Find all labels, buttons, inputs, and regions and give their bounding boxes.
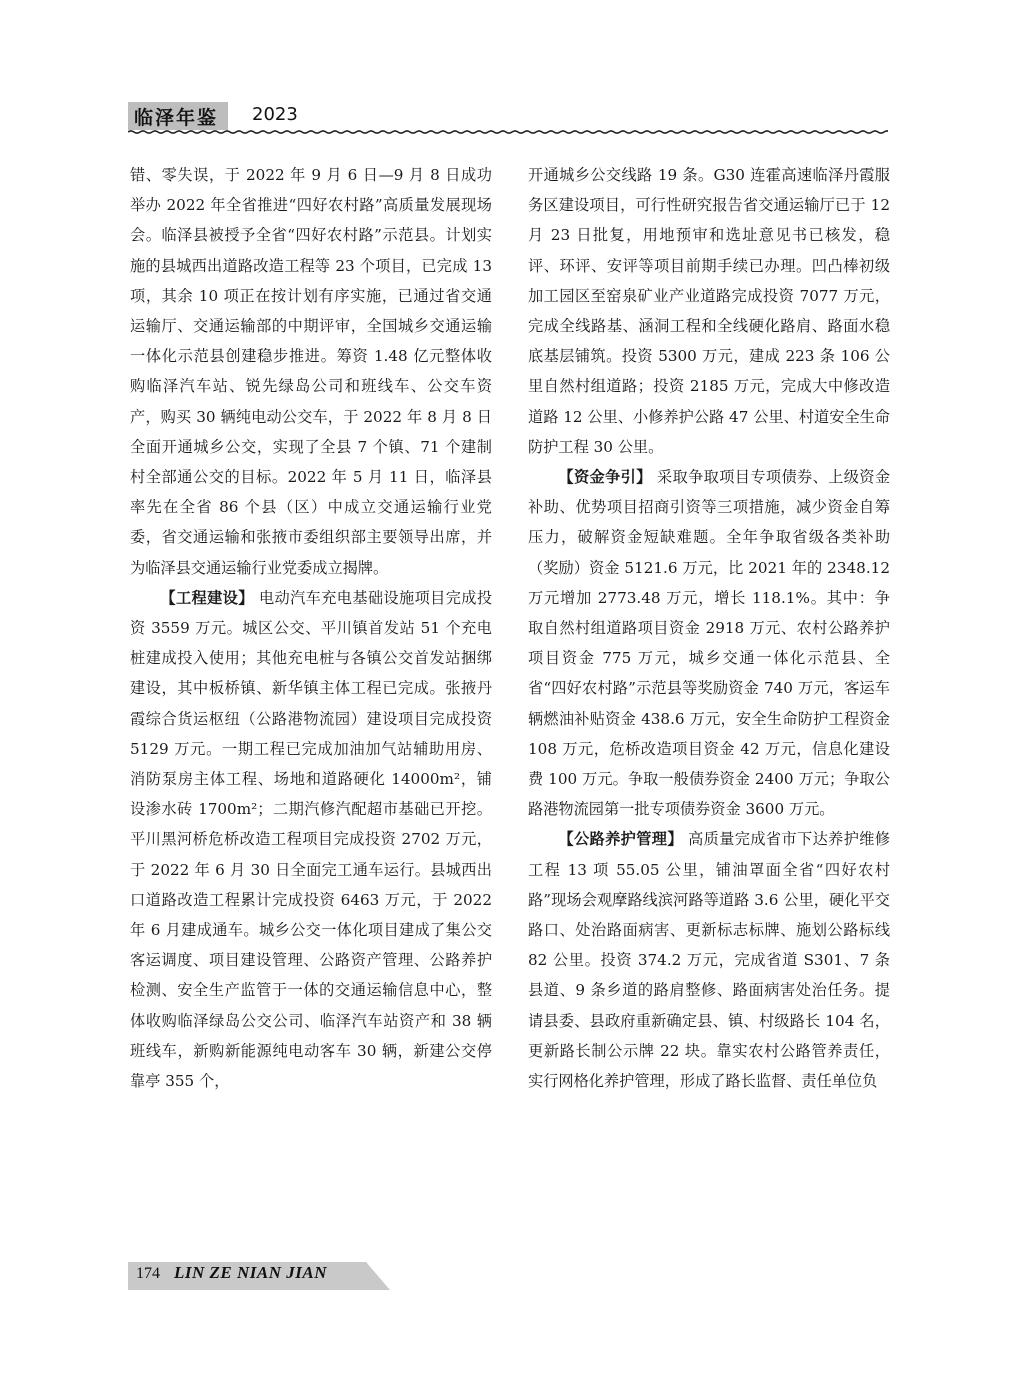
running-header	[128, 100, 888, 136]
paragraph-funding-body: 采取争取项目专项债券、上级资金补助、优势项目招商引资等三项措施，减少资金自筹压力，破解资金短缺难题。全年争取省级各类补助（奖励）资金 5121.6 万元，比 2021 年的 2348.12 万元增加 2773.48 万元，增长 118.1%。其中：争取自然村组道路项目资金 2918 万元、农村公路养护项目资金 775 万元，城乡交通一体化示范县、全省“四好农村路”示范县等奖励资金 740 万元，客运车辆燃油补贴资金 438.6 万元，安全生命防护工程资金 108 万元，危桥改造项目资金 42 万元，信息化建设费 100 万元。争取一般债券资金 2400 万元；争取公路港物流园第一批专项债券资金 3600 万元。	[528, 468, 891, 819]
left-column	[130, 160, 492, 1096]
right-column	[528, 160, 890, 1096]
page-number: 174	[136, 1265, 160, 1282]
yearbook-title: 临泽年鉴	[128, 102, 228, 130]
paragraph-engineering	[130, 583, 492, 1096]
paragraph-engineering-body: 电动汽车充电基础设施项目完成投资 3559 万元。城区公交、平川镇首发站 51 个充电桩建成投入使用；其他充电桩与各镇公交首发站捆绑建设，其中板桥镇、新华镇主体工程已完成。张掖丹霞综合货运枢纽（公路港物流园）建设项目完成投资 5129 万元。一期工程已完成加油加气站辅助用房、消防泵房主体工程、场地和道路硬化 14000m²，铺设渗水砖 1700m²；二期汽修汽配超市基础已开挖。平川黑河桥危桥改造工程项目完成投资 2702 万元，于 2022 年 6 月 30 日全面完工通车运行。县城西出口道路改造工程累计完成投资 6463 万元，于 2022 年 6 月建成通车。城乡公交一体化项目建成了集公交客运调度、项目建设管理、公路资产管理、公路养护检测、安全生产监管于一体的交通运输信息中心，整体收购临泽绿岛公交公司、临泽汽车站资产和 38 辆班线车，新购新能源纯电动客车 30 辆，新建公交停靠亭 355 个，	[130, 588, 493, 1091]
section-heading-maintenance: 【公路养护管理】	[558, 830, 683, 849]
footer-title: LIN ZE NIAN JIAN	[174, 1263, 327, 1282]
page-footer	[128, 1262, 398, 1290]
paragraph-continuation: 错、零失误，于 2022 年 9 月 6 日—9 月 8 日成功举办 2022 年全省推进“四好农村路”高质量发展现场会。临泽县被授予全省“四好农村路”示范县。计划实施的县城西出道路改造工程等 23 个项目，已完成 13 项，其余 10 项正在按计划有序实施，已通过省交通运输厅、交通运输部的中期评审，全国城乡交通运输一体化示范县创建稳步推进。筹资 1.48 亿元整体收购临泽汽车站、锐先绿岛公司和班线车、公交车资产，购买 30 辆纯电动公交车，于 2022 年 8 月 8 日全面开通城乡公交，实现了全县 7 个镇、71 个建制村全部通公交的目标。2022 年 5 月 11 日，临泽县率先在全省 86 个县（区）中成立交通运输行业党委，省交通运输和张掖市委组织部主要领导出席，并为临泽县交通运输行业党委成立揭牌。	[130, 166, 492, 577]
paragraph-funding	[528, 462, 890, 824]
yearbook-year: 2023	[252, 104, 298, 125]
paragraph-continuation-right: 开通城乡公交线路 19 条。G30 连霍高速临泽丹霞服务区建设项目，可行性研究报告省交通运输厅已于 12 月 23 日批复，用地预审和选址意见书已核发，稳评、环评、安评等项目前期手续已办理。凹凸棒初级加工园区至窑泉矿业产业道路完成投资 7077 万元，完成全线路基、涵洞工程和全线硬化路肩、路面水稳底基层铺筑。投资 5300 万元，建成 223 条 106 公里自然村组道路；投资 2185 万元，完成大中修改造道路 12 公里、小修养护公路 47 公里、村道安全生命防护工程 30 公里。	[528, 166, 890, 456]
section-heading-funding: 【资金争引】	[558, 468, 652, 487]
paragraph-maintenance-body: 高质量完成省市下达养护维修工程 13 项 55.05 公里，铺油罩面全省“四好农村路”现场会观摩路线滨河路等道路 3.6 公里，硬化平交路口、处治路面病害、更新标志标牌、施划公路标线 82 公里。投资 374.2 万元，完成省道 S301、7 条县道、9 条乡道的路肩整修、路面病害处治任务。提请县委、县政府重新确定县、镇、村级路长 104 名，更新路长制公示牌 22 块。靠实农村公路管养责任，实行网格化养护管理，形成了路长监督、责任单位负	[528, 830, 891, 1091]
header-wave-rule	[128, 128, 888, 136]
section-heading-engineering: 【工程建设】	[160, 588, 254, 607]
paragraph-maintenance	[528, 824, 890, 1096]
